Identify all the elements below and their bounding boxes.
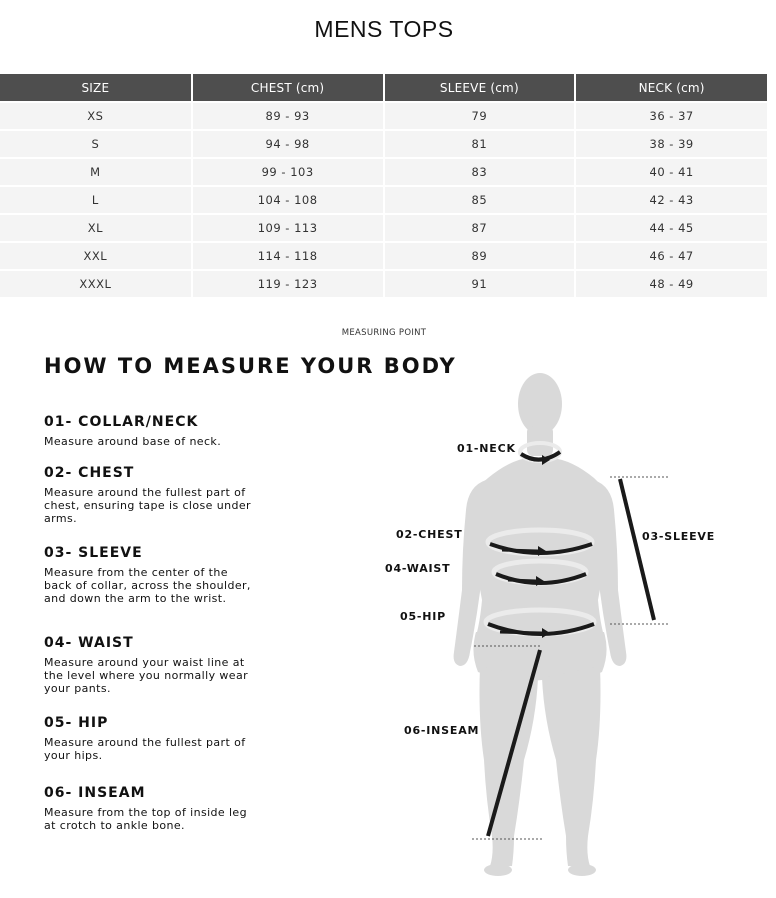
label-neck: 01-NECK	[457, 442, 516, 455]
cell-chest: 109 - 113	[192, 214, 384, 242]
cell-neck: 36 - 37	[575, 102, 767, 130]
cell-chest: 119 - 123	[192, 270, 384, 297]
step-chest	[44, 465, 259, 525]
column-header-neck: NECK (cm)	[575, 74, 767, 102]
cell-chest: 104 - 108	[192, 186, 384, 214]
cell-neck: 40 - 41	[575, 158, 767, 186]
cell-size: XXXL	[0, 270, 192, 297]
step-text: Measure around base of neck.	[44, 435, 222, 448]
table-row	[0, 102, 767, 130]
step-heading: 02- CHEST	[44, 465, 135, 481]
table-row	[0, 214, 767, 242]
step-text: Measure around the fullest part of your hips.	[44, 736, 246, 762]
label-inseam: 06-INSEAM	[404, 724, 480, 737]
cell-sleeve: 87	[384, 214, 576, 242]
cell-neck: 46 - 47	[575, 242, 767, 270]
cell-size: M	[0, 158, 192, 186]
step-text: Measure around your waist line at the level where you normally wear your pants.	[44, 656, 249, 695]
step-hip	[44, 715, 259, 762]
cell-sleeve: 89	[384, 242, 576, 270]
cell-chest: 94 - 98	[192, 130, 384, 158]
step-heading: 03- SLEEVE	[44, 545, 143, 561]
cell-chest: 89 - 93	[192, 102, 384, 130]
cell-sleeve: 83	[384, 158, 576, 186]
cell-sleeve: 85	[384, 186, 576, 214]
step-heading: 01- COLLAR/NECK	[44, 414, 199, 430]
step-heading: 06- INSEAM	[44, 785, 146, 801]
table-row	[0, 158, 767, 186]
cell-chest: 114 - 118	[192, 242, 384, 270]
cell-size: XS	[0, 102, 192, 130]
cell-neck: 48 - 49	[575, 270, 767, 297]
label-waist: 04-WAIST	[385, 562, 451, 575]
table-row	[0, 186, 767, 214]
step-inseam	[44, 785, 259, 832]
step-text: Measure from the top of inside leg at crotch to ankle bone.	[44, 806, 247, 832]
step-heading: 04- WAIST	[44, 635, 134, 651]
column-header-chest: CHEST (cm)	[192, 74, 384, 102]
label-sleeve: 03-SLEEVE	[642, 530, 716, 543]
step-sleeve	[44, 545, 259, 605]
table-row	[0, 242, 767, 270]
cell-size: XXL	[0, 242, 192, 270]
table-row	[0, 130, 767, 158]
cell-neck: 44 - 45	[575, 214, 767, 242]
cell-neck: 42 - 43	[575, 186, 767, 214]
table-header-row	[0, 74, 767, 102]
measuring-point-caption: MEASURING POINT	[341, 328, 427, 338]
step-text: Measure around the fullest part of chest, ensuring tape is close under arms.	[44, 486, 251, 525]
step-collar-neck	[44, 414, 259, 448]
column-header-size: SIZE	[0, 74, 192, 102]
cell-sleeve: 79	[384, 102, 576, 130]
cell-size: XL	[0, 214, 192, 242]
step-heading: 05- HIP	[44, 715, 109, 731]
cell-sleeve: 81	[384, 130, 576, 158]
page-title: MENS TOPS	[314, 16, 454, 42]
label-chest: 02-CHEST	[396, 528, 463, 541]
cell-sleeve: 91	[384, 270, 576, 297]
cell-chest: 99 - 103	[192, 158, 384, 186]
cell-neck: 38 - 39	[575, 130, 767, 158]
size-table	[0, 74, 767, 297]
step-text: Measure from the center of the back of collar, across the shoulder, and down the arm to the wrist.	[44, 566, 251, 605]
label-hip: 05-HIP	[400, 610, 447, 623]
column-header-sleeve: SLEEVE (cm)	[384, 74, 576, 102]
howto-title: HOW TO MEASURE YOUR BODY	[44, 354, 457, 378]
cell-size: L	[0, 186, 192, 214]
cell-size: S	[0, 130, 192, 158]
step-waist	[44, 635, 259, 695]
body-measurement-figure	[380, 360, 776, 880]
table-row	[0, 270, 767, 297]
